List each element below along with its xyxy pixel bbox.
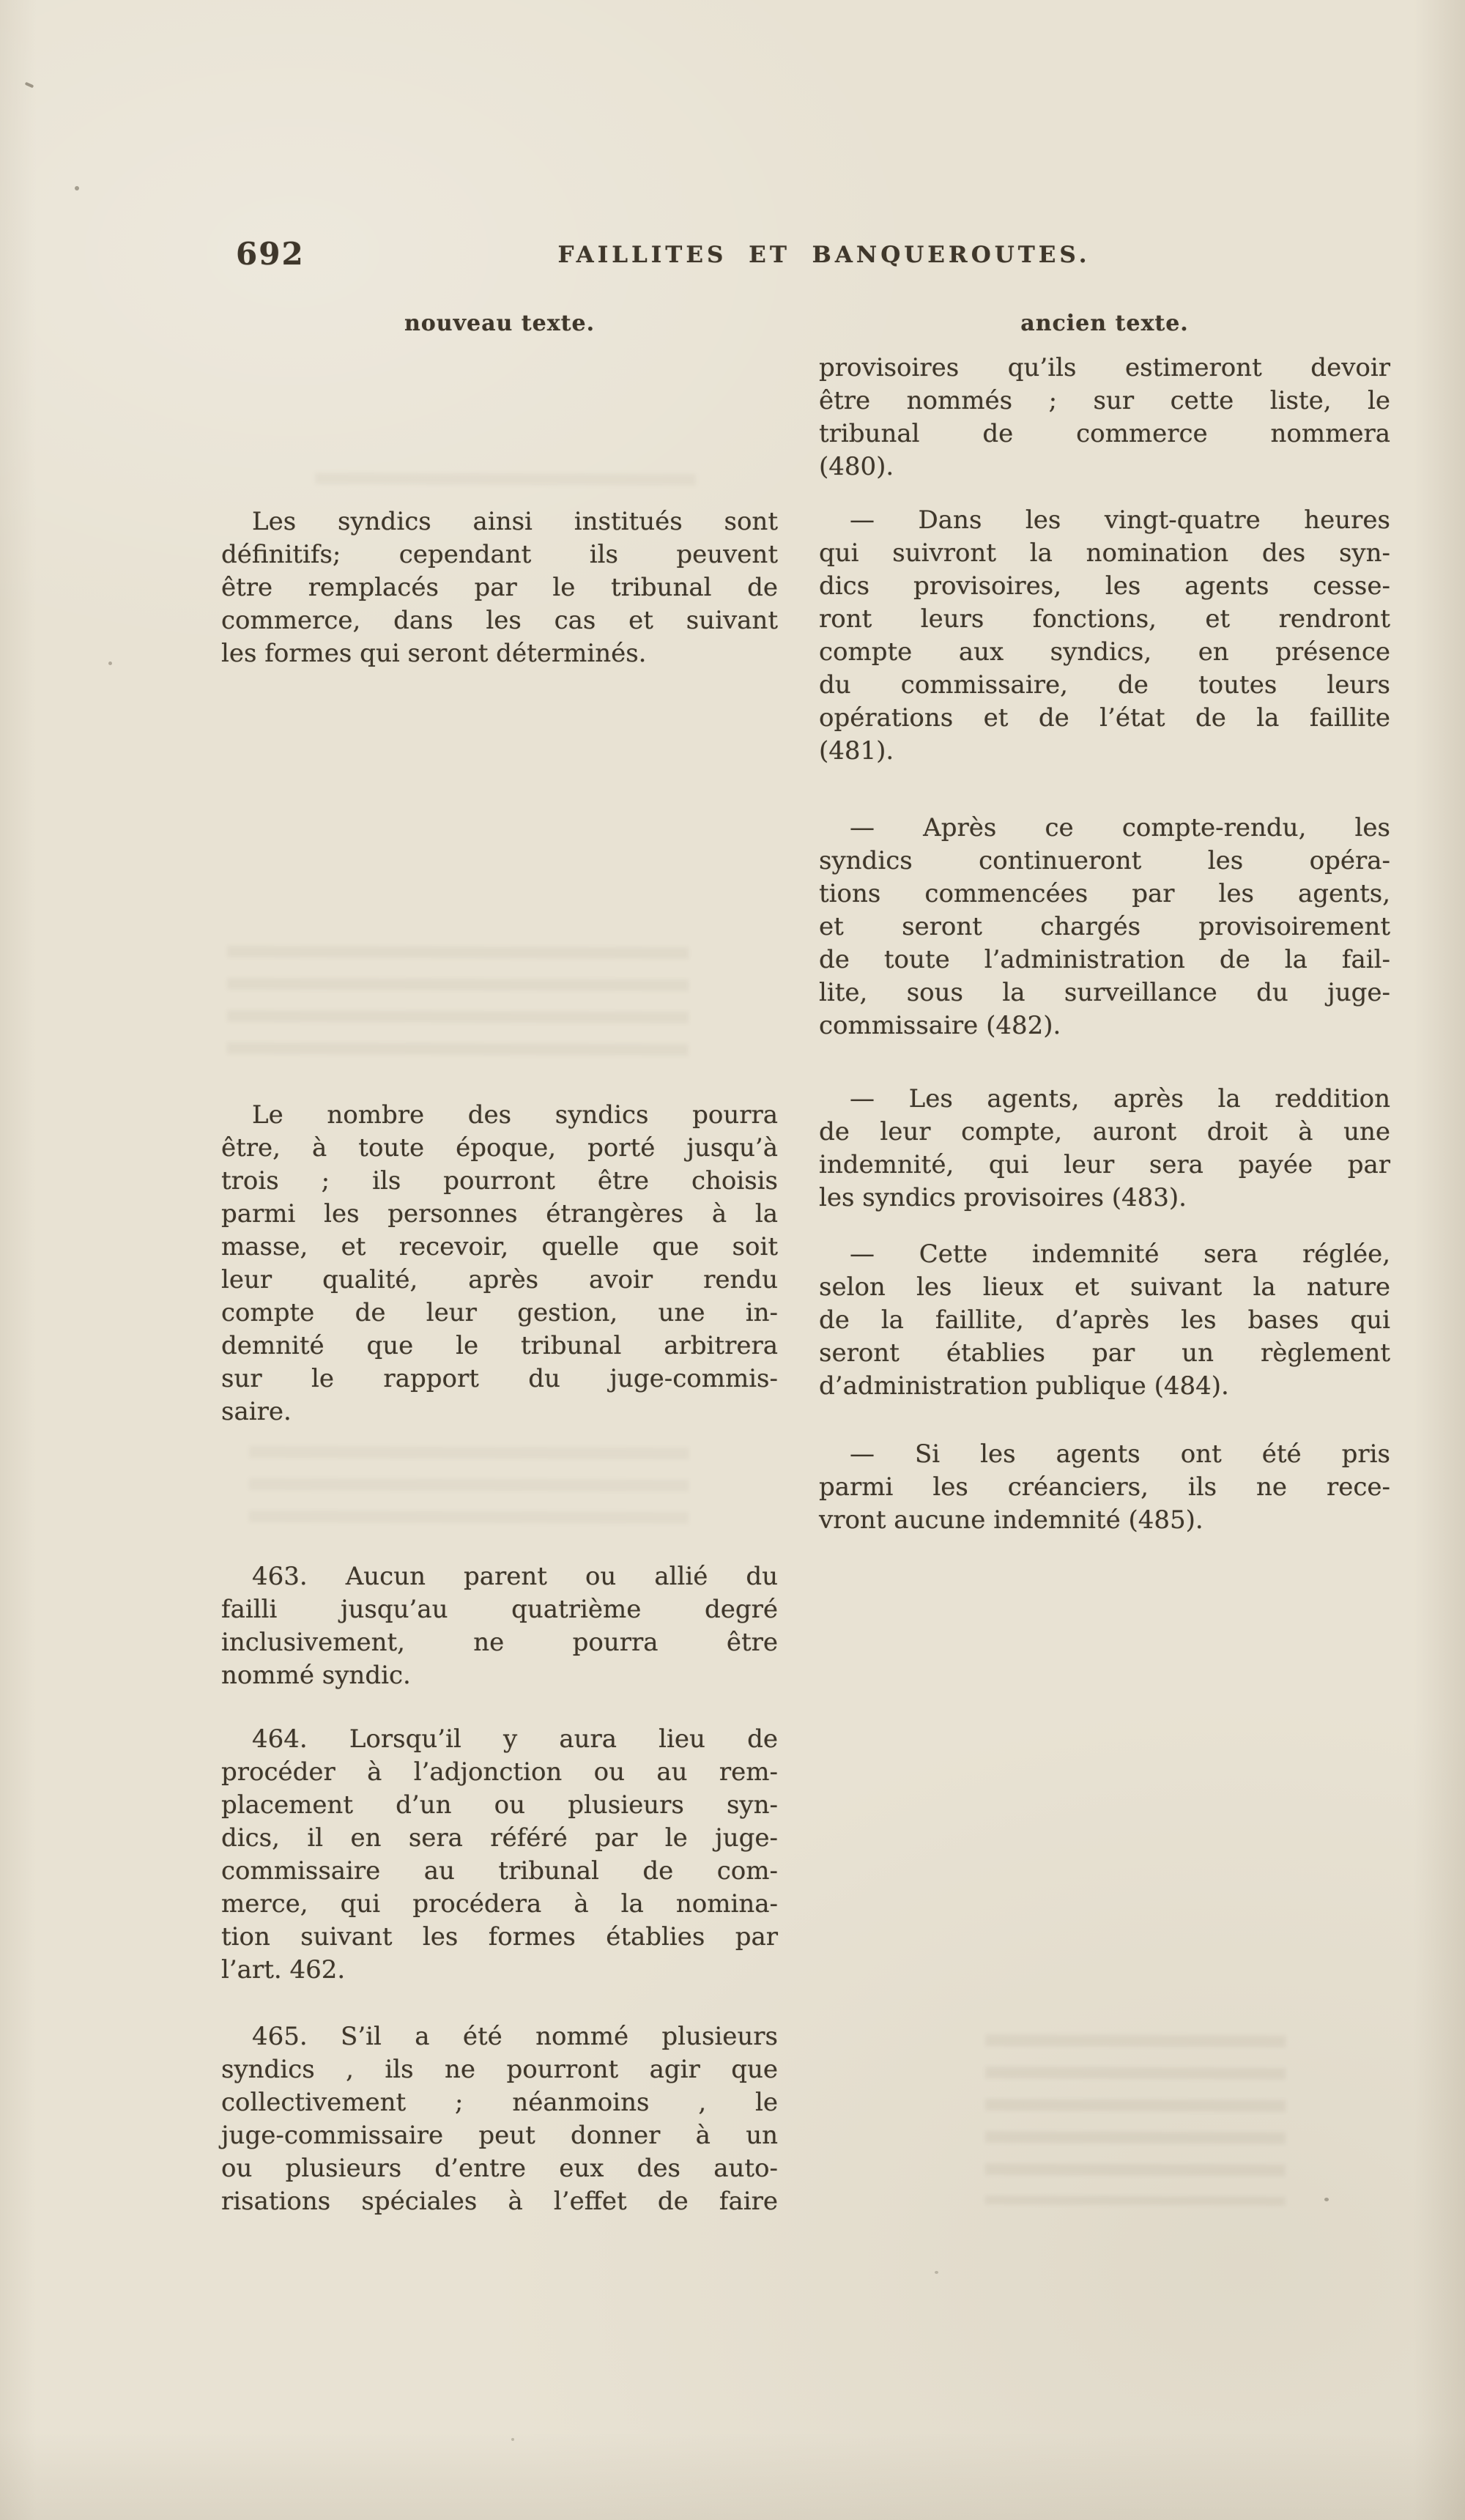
text-line: juge-commissaire peut donner à un <box>221 2121 778 2150</box>
text-line: les syndics provisoires (483). <box>819 1183 1187 1212</box>
text-line: qui suivront la nomination des syn- <box>819 538 1390 568</box>
paper-speck <box>25 82 34 89</box>
column-header-nouveau-texte: nouveau texte. <box>404 311 596 336</box>
paragraph <box>221 1560 778 1692</box>
text-line: dics, il en sera référé par le juge- <box>221 1823 778 1853</box>
text-line: seront établies par un règlement <box>819 1338 1390 1368</box>
text-line: demnité que le tribunal arbitrera <box>221 1331 778 1360</box>
text-line: ou plusieurs d’entre eux des auto- <box>221 2154 778 2183</box>
paper-speck <box>511 2438 514 2441</box>
text-line: (481). <box>819 736 894 766</box>
text-line: — Dans les vingt-quatre heures <box>850 505 1390 535</box>
paragraph <box>819 812 1390 1042</box>
text-line: risations spéciales à l’effet de faire <box>221 2187 778 2216</box>
text-line: nommé syndic. <box>221 1661 411 1690</box>
paragraph <box>221 2020 778 2218</box>
text-line: commissaire au tribunal de com- <box>221 1856 778 1886</box>
text-line: commerce, dans les cas et suivant <box>221 606 778 635</box>
text-line: masse, et recevoir, quelle que soit <box>221 1232 778 1261</box>
text-line: ront leurs fonctions, et rendront <box>819 604 1390 634</box>
paper-speck <box>935 2271 938 2274</box>
text-line: 463. Aucun parent ou allié du <box>252 1562 778 1591</box>
text-line: tribunal de commerce nommera <box>819 419 1390 448</box>
text-line: procéder à l’adjonction ou au rem- <box>221 1757 778 1787</box>
text-line: placement d’un ou plusieurs syn- <box>221 1790 778 1820</box>
text-line: parmi les personnes étrangères à la <box>221 1199 778 1228</box>
text-line: trois ; ils pourront être choisis <box>221 1166 778 1196</box>
paragraph <box>819 1083 1390 1215</box>
text-line: 464. Lorsqu’il y aura lieu de <box>252 1724 778 1754</box>
paragraph <box>819 504 1390 768</box>
text-line: parmi les créanciers, ils ne rece- <box>819 1472 1390 1502</box>
paragraph <box>819 1238 1390 1403</box>
text-line: les formes qui seront déterminés. <box>221 639 647 668</box>
showthrough-ghost-text <box>985 2034 1286 2205</box>
text-line: 465. S’il a été nommé plusieurs <box>252 2022 778 2051</box>
text-line: collectivement ; néanmoins , le <box>221 2088 778 2117</box>
text-line: commissaire (482). <box>819 1011 1061 1040</box>
text-line: — Si les agents ont été pris <box>850 1439 1390 1469</box>
text-line: leur qualité, après avoir rendu <box>221 1265 778 1294</box>
text-line: être remplacés par le tribunal de <box>221 573 778 602</box>
text-line: sur le rapport du juge-commis- <box>221 1364 778 1393</box>
text-line: opérations et de l’état de la faillite <box>819 703 1390 733</box>
text-line: vront aucune indemnité (485). <box>819 1505 1203 1535</box>
text-line: syndics , ils ne pourront agir que <box>221 2055 778 2084</box>
text-line: l’art. 462. <box>221 1955 346 1984</box>
text-line: — Cette indemnité sera réglée, <box>850 1239 1390 1269</box>
column-header-ancien-texte: ancien texte. <box>1020 311 1189 336</box>
text-line: de leur compte, auront droit à une <box>819 1117 1390 1146</box>
text-line: tions commencées par les agents, <box>819 879 1390 908</box>
page-number: 692 <box>236 236 305 272</box>
paper-speck <box>75 186 79 190</box>
text-line: lite, sous la surveillance du juge- <box>819 978 1390 1007</box>
paragraph <box>221 1723 778 1987</box>
column-nouveau-texte <box>221 505 778 2218</box>
text-line: (480). <box>819 452 894 481</box>
text-line: saire. <box>221 1397 292 1426</box>
column-ancien-texte <box>819 352 1390 1537</box>
text-line: Le nombre des syndics pourra <box>252 1100 778 1130</box>
text-line: être, à toute époque, porté jusqu’à <box>221 1133 778 1163</box>
text-line: indemnité, qui leur sera payée par <box>819 1150 1390 1179</box>
text-line: dics provisoires, les agents cesse- <box>819 571 1390 601</box>
text-line: définitifs; cependant ils peuvent <box>221 540 778 569</box>
text-line: et seront chargés provisoirement <box>819 912 1390 941</box>
paragraph <box>221 1099 778 1428</box>
running-title: FAILLITES ET BANQUEROUTES. <box>557 242 1091 268</box>
text-line: provisoires qu’ils estimeront devoir <box>819 353 1390 382</box>
paragraph <box>819 352 1390 483</box>
text-line: tion suivant les formes établies par <box>221 1922 778 1952</box>
text-line: compte aux syndics, en présence <box>819 637 1390 667</box>
text-line: du commissaire, de toutes leurs <box>819 670 1390 700</box>
text-line: failli jusqu’au quatrième degré <box>221 1595 778 1624</box>
text-line: compte de leur gestion, une in- <box>221 1298 778 1327</box>
paper-speck <box>1324 2198 1329 2201</box>
text-line: de toute l’administration de la fail- <box>819 945 1390 974</box>
paragraph <box>221 505 778 670</box>
text-line: syndics continueront les opéra- <box>819 846 1390 875</box>
text-line: selon les lieux et suivant la nature <box>819 1272 1390 1302</box>
text-line: merce, qui procédera à la nomina- <box>221 1889 778 1919</box>
text-line: inclusivement, ne pourra être <box>221 1628 778 1657</box>
text-line: — Après ce compte-rendu, les <box>850 813 1390 842</box>
text-line: d’administration publique (484). <box>819 1371 1229 1401</box>
showthrough-ghost-text <box>315 472 696 500</box>
text-line: de la faillite, d’après les bases qui <box>819 1305 1390 1335</box>
paragraph <box>819 1438 1390 1537</box>
text-line: être nommés ; sur cette liste, le <box>819 386 1390 415</box>
text-line: — Les agents, après la reddition <box>850 1084 1390 1113</box>
paper-speck <box>108 662 112 665</box>
text-line: Les syndics ainsi institués sont <box>252 507 778 536</box>
